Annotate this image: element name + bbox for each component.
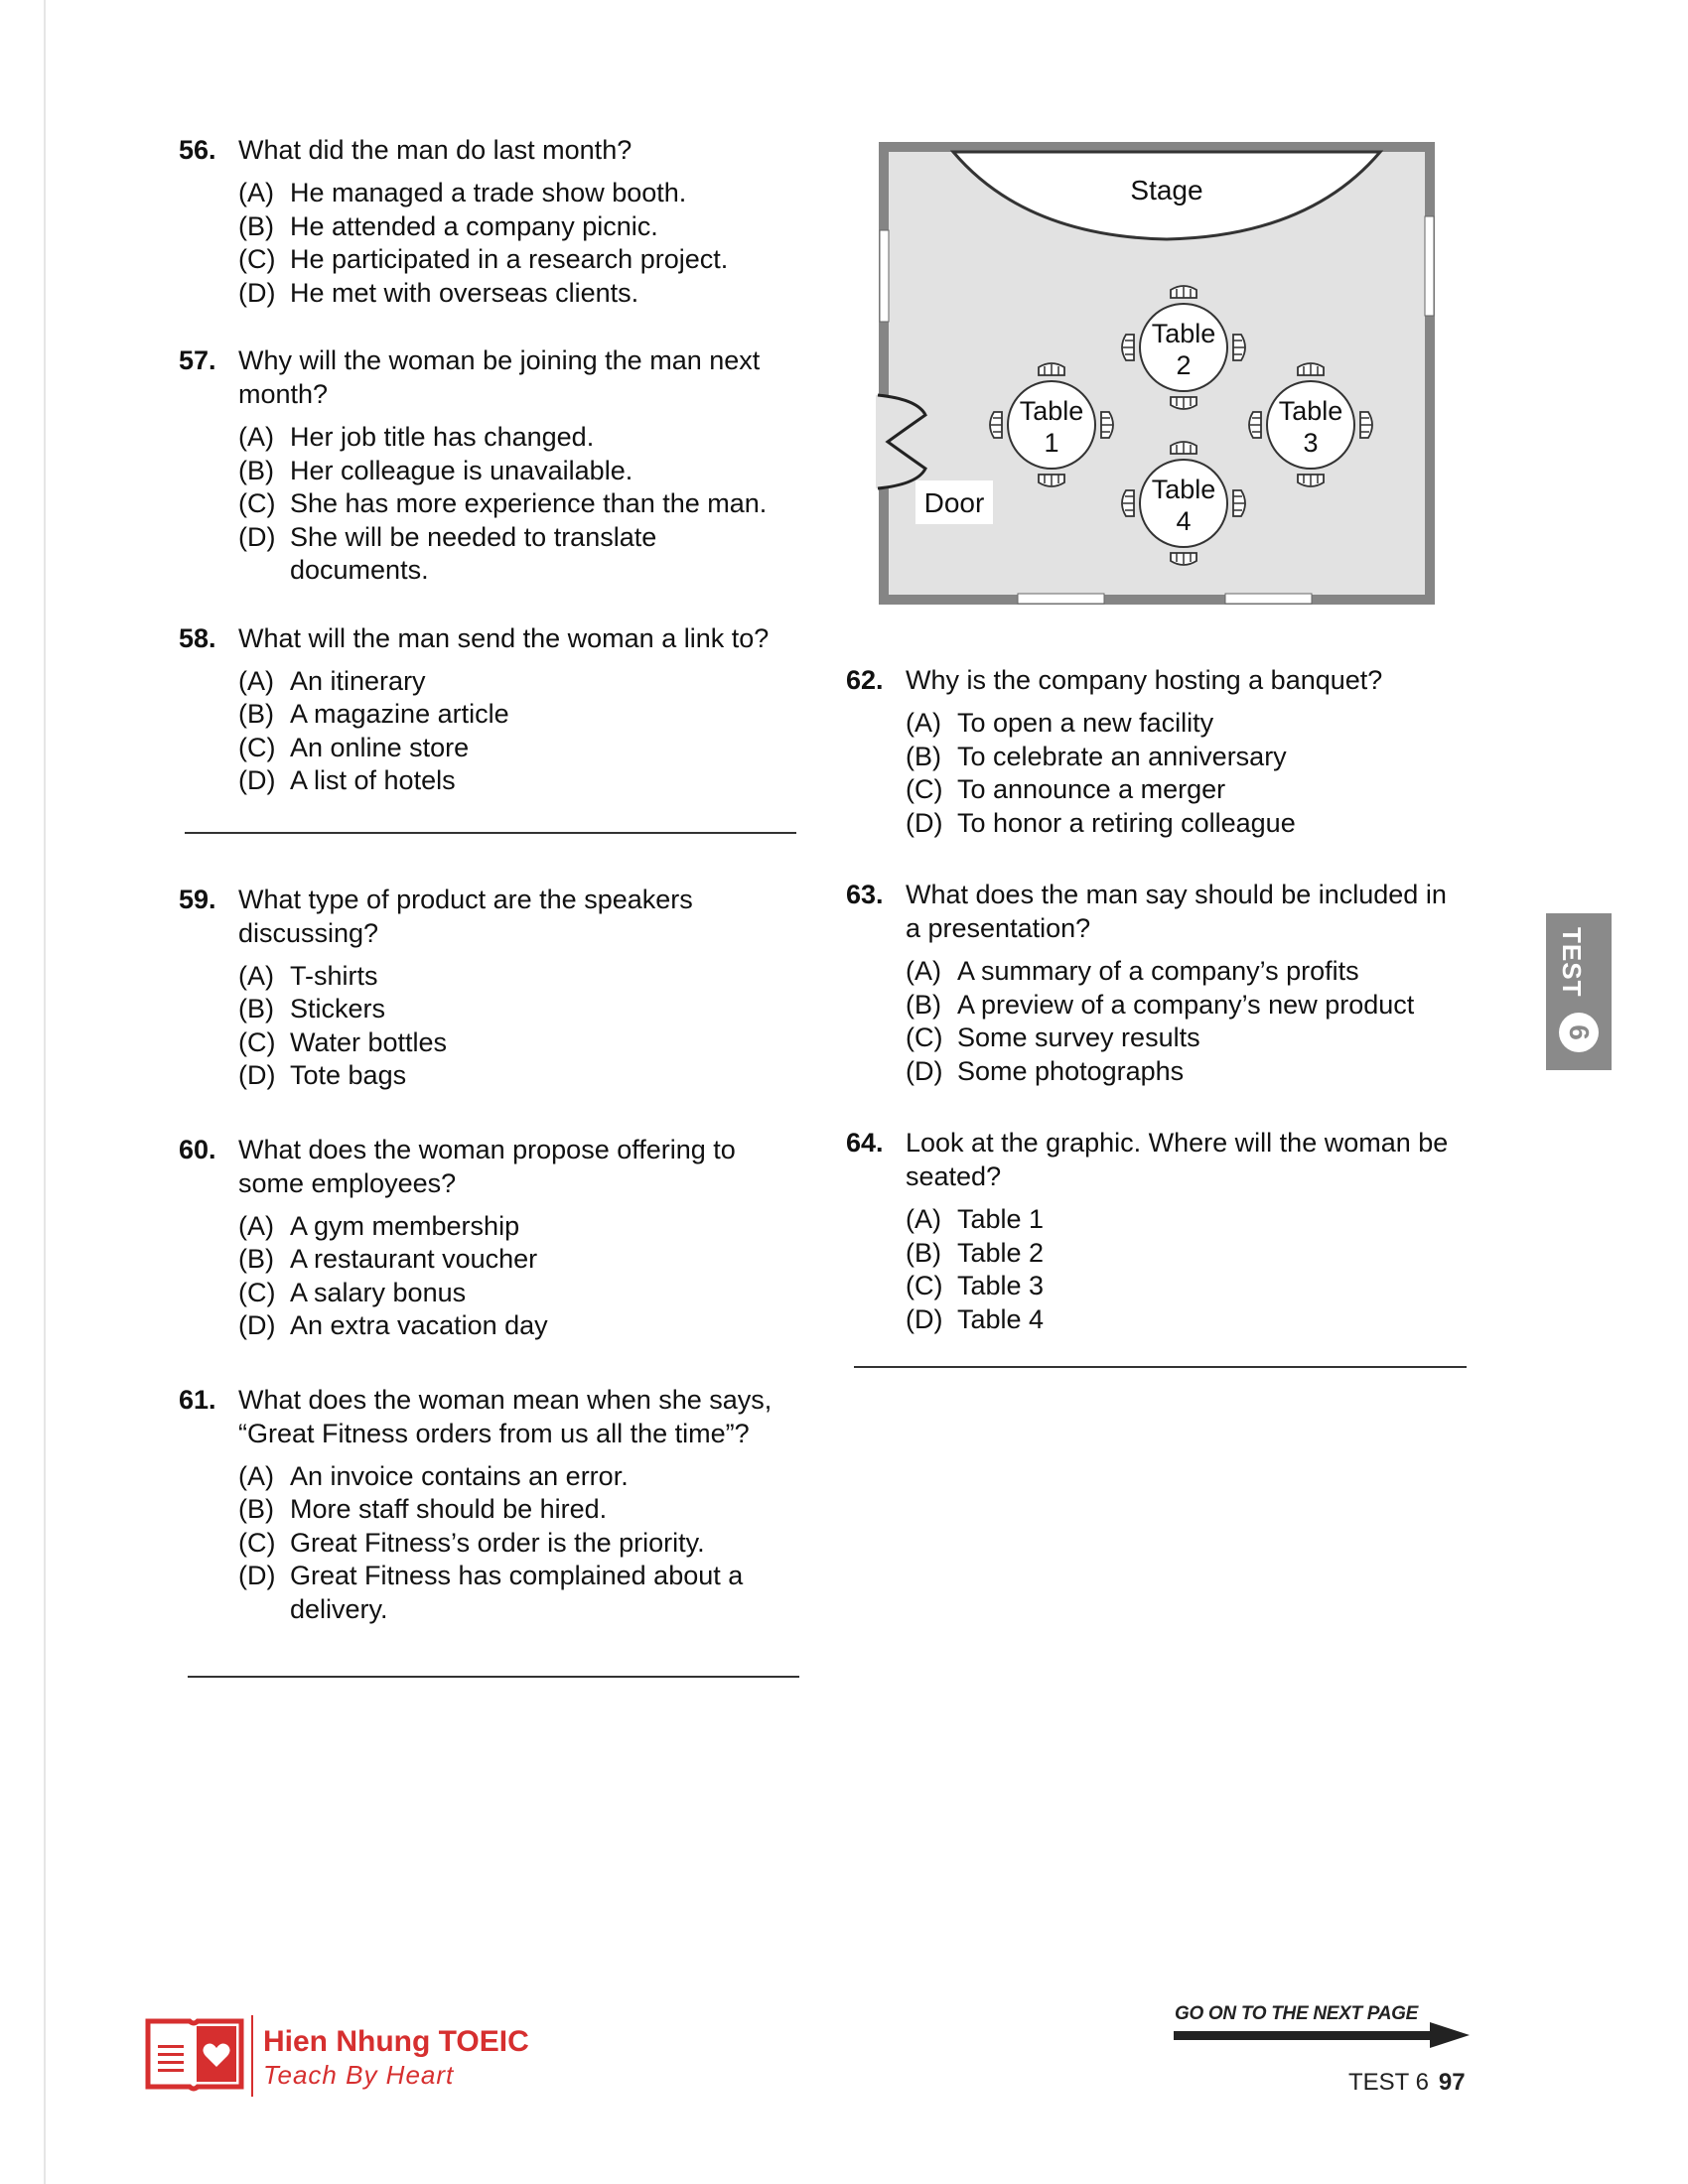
answer-options (238, 1460, 774, 1627)
divider-after-64 (854, 1366, 1467, 1368)
option-letter: (B) (238, 699, 274, 729)
answer-option[interactable] (238, 960, 774, 994)
answer-option[interactable] (238, 421, 774, 455)
answer-option[interactable] (238, 277, 774, 311)
question-stem (179, 1133, 804, 1200)
question-stem (179, 343, 804, 411)
brand-divider (251, 2015, 253, 2097)
option-letter: (C) (238, 488, 276, 518)
side-tab-text: TEST (1557, 927, 1587, 998)
option-letter: (A) (238, 960, 274, 991)
answer-option[interactable] (238, 698, 774, 732)
answer-options (238, 665, 774, 798)
option-text: Her job title has changed. (290, 422, 595, 452)
option-text: To announce a merger (957, 774, 1226, 804)
question-text: Why is the company hosting a banquet? (906, 665, 1383, 695)
answer-options (238, 421, 774, 588)
question-text: What type of product are the speakers discussing? (238, 884, 693, 948)
option-text: Great Fitness has complained about a delivery. (290, 1561, 744, 1624)
question-stem (846, 1126, 1462, 1193)
question-number: 59. (179, 884, 216, 914)
option-letter: (A) (906, 956, 941, 986)
option-text: Tote bags (290, 1060, 407, 1090)
option-letter: (B) (906, 989, 941, 1020)
answer-option[interactable] (238, 177, 774, 210)
question-59 (179, 883, 804, 1093)
table-3-word: Table (1278, 396, 1343, 426)
question-text: What does the woman propose offering to some employees? (238, 1134, 736, 1198)
answer-option[interactable] (238, 1309, 774, 1343)
answer-option[interactable] (238, 1059, 774, 1093)
option-text: Water bottles (290, 1026, 448, 1057)
answer-options (238, 960, 774, 1093)
question-61 (179, 1383, 804, 1627)
left-column (179, 133, 804, 1626)
question-text: What will the man send the woman a link to? (238, 622, 770, 653)
question-62 (846, 663, 1462, 840)
option-letter: (D) (906, 807, 943, 838)
question-text: What did the man do last month? (238, 135, 633, 165)
option-text: He participated in a research project. (290, 244, 729, 274)
question-text: Look at the graphic. Where will the woman be seated? (906, 1128, 1449, 1191)
option-text: An online store (290, 732, 470, 762)
answer-options (906, 955, 1462, 1088)
question-number: 62. (846, 665, 884, 695)
question-64 (846, 1126, 1462, 1336)
option-letter: (D) (906, 1303, 943, 1334)
answer-option[interactable] (906, 1237, 1462, 1271)
side-tab-number: 6 (1559, 1013, 1599, 1052)
answer-option[interactable] (906, 773, 1462, 807)
option-letter: (A) (238, 1460, 274, 1491)
answer-option[interactable] (906, 1055, 1462, 1089)
page-spine (44, 0, 46, 2184)
test-label: TEST 6 (1348, 2069, 1429, 2096)
question-stem (179, 133, 804, 167)
question-number: 57. (179, 345, 216, 375)
option-letter: (D) (238, 1310, 276, 1340)
question-stem (179, 1383, 804, 1450)
option-letter: (D) (906, 1055, 943, 1086)
option-letter: (D) (238, 1561, 276, 1590)
option-text: An invoice contains an error. (290, 1460, 629, 1491)
question-57 (179, 343, 804, 588)
page-number: 97 (1438, 2069, 1466, 2096)
table-3-number: 3 (1303, 428, 1319, 458)
answer-options (238, 177, 774, 310)
option-text: A list of hotels (290, 765, 456, 795)
option-letter: (C) (238, 1527, 276, 1558)
answer-option[interactable] (238, 1277, 774, 1310)
answer-options (906, 1203, 1462, 1336)
option-letter: (D) (238, 1060, 276, 1090)
table-2-number: 2 (1176, 350, 1192, 380)
option-letter: (A) (906, 708, 941, 738)
answer-option[interactable] (238, 1210, 774, 1244)
option-letter: (D) (238, 521, 276, 552)
answer-option[interactable] (238, 993, 774, 1026)
question-text: Why will the woman be joining the man next month? (238, 345, 761, 409)
book-heart-logo-icon (144, 2015, 245, 2095)
option-text: A restaurant voucher (290, 1244, 538, 1274)
option-text: Table 1 (957, 1204, 1045, 1234)
table-4-word: Table (1151, 475, 1216, 504)
question-60 (179, 1133, 804, 1343)
divider-after-61 (188, 1676, 799, 1678)
answer-option[interactable] (238, 1460, 774, 1494)
answer-option[interactable] (238, 1026, 774, 1060)
option-letter: (B) (906, 1237, 941, 1268)
page-footer (1348, 2069, 1466, 2097)
option-text: A salary bonus (290, 1277, 467, 1307)
answer-option[interactable] (906, 807, 1462, 841)
option-letter: (A) (238, 1210, 274, 1241)
question-number: 56. (179, 135, 216, 165)
answer-option[interactable] (238, 1243, 774, 1277)
option-text: A preview of a company’s new product (957, 989, 1415, 1020)
test-side-tab (1546, 913, 1612, 1070)
answer-option[interactable] (238, 1527, 774, 1561)
table-1-word: Table (1019, 396, 1084, 426)
answer-option[interactable] (906, 1203, 1462, 1237)
door-label: Door (923, 487, 985, 518)
option-letter: (A) (906, 1204, 941, 1234)
divider-after-58 (185, 832, 796, 834)
option-text: Some photographs (957, 1055, 1185, 1086)
option-text: A magazine article (290, 699, 509, 729)
answer-option[interactable] (906, 1270, 1462, 1303)
option-text: T-shirts (290, 960, 378, 991)
answer-option[interactable] (906, 955, 1462, 989)
option-text: An extra vacation day (290, 1310, 548, 1340)
option-letter: (B) (238, 1244, 274, 1274)
option-letter: (C) (238, 1277, 276, 1307)
option-text: Table 3 (957, 1271, 1045, 1300)
answer-option[interactable] (238, 455, 774, 488)
option-text: A gym membership (290, 1210, 520, 1241)
option-letter: (B) (238, 994, 274, 1024)
banquet-floor-plan (876, 139, 1438, 608)
answer-option[interactable] (238, 764, 774, 798)
option-text: More staff should be hired. (290, 1494, 608, 1524)
stage-label: Stage (1130, 175, 1203, 205)
option-text: To open a new facility (957, 708, 1214, 738)
option-text: To honor a retiring colleague (957, 807, 1296, 838)
next-page-arrow-icon (1174, 2019, 1472, 2049)
question-stem (846, 663, 1462, 697)
brand-tagline: Teach By Heart (263, 2060, 455, 2090)
answer-option[interactable] (906, 707, 1462, 741)
question-number: 63. (846, 880, 884, 909)
question-number: 60. (179, 1134, 216, 1164)
option-letter: (A) (238, 422, 274, 452)
table-4-number: 4 (1176, 506, 1192, 536)
option-letter: (C) (238, 732, 276, 762)
question-number: 58. (179, 622, 216, 653)
answer-options (906, 707, 1462, 840)
option-letter: (C) (906, 1023, 943, 1052)
answer-option[interactable] (238, 487, 774, 521)
question-text: What does the woman mean when she says, “Great Fitness orders from us all the time”? (238, 1384, 773, 1448)
option-text: She has more experience than the man. (290, 488, 768, 518)
option-letter: (C) (906, 774, 943, 804)
table-1-number: 1 (1044, 428, 1059, 458)
option-text: An itinerary (290, 665, 426, 696)
option-text: Some survey results (957, 1023, 1200, 1052)
option-letter: (B) (906, 741, 941, 771)
answer-option[interactable] (906, 741, 1462, 774)
answer-option[interactable] (906, 1022, 1462, 1055)
answer-option[interactable] (238, 1560, 774, 1626)
question-stem (179, 621, 804, 655)
option-letter: (C) (238, 244, 276, 274)
answer-option[interactable] (238, 521, 774, 588)
option-text: Her colleague is unavailable. (290, 455, 633, 485)
option-text: Stickers (290, 994, 386, 1024)
option-letter: (C) (238, 1026, 276, 1057)
option-text: He met with overseas clients. (290, 277, 639, 308)
answer-option[interactable] (906, 989, 1462, 1023)
answer-option[interactable] (238, 665, 774, 699)
option-text: She will be needed to translate documents. (290, 521, 657, 585)
option-text: Great Fitness’s order is the priority. (290, 1527, 705, 1558)
answer-options (238, 1210, 774, 1343)
option-text: A summary of a company’s profits (957, 956, 1359, 986)
right-column (846, 663, 1462, 1336)
question-56 (179, 133, 804, 310)
option-text: Table 4 (957, 1303, 1045, 1334)
option-letter: (A) (238, 178, 274, 207)
answer-option[interactable] (238, 243, 774, 277)
answer-option[interactable] (238, 1493, 774, 1527)
option-letter: (A) (238, 665, 274, 696)
question-text: What does the man say should be included in a presentation? (906, 880, 1447, 943)
answer-option[interactable] (238, 210, 774, 244)
option-text: He attended a company picnic. (290, 210, 658, 241)
option-letter: (B) (238, 1494, 274, 1524)
option-text: To celebrate an anniversary (957, 741, 1287, 771)
question-stem (846, 878, 1462, 945)
question-number: 64. (846, 1128, 884, 1158)
brand-name: Hien Nhung TOEIC (263, 2025, 529, 2058)
option-letter: (B) (238, 210, 274, 241)
question-number: 61. (179, 1384, 216, 1415)
option-letter: (D) (238, 765, 276, 795)
table-2-word: Table (1151, 319, 1216, 348)
option-letter: (C) (906, 1271, 943, 1300)
question-58 (179, 621, 804, 798)
question-stem (179, 883, 804, 950)
question-63 (846, 878, 1462, 1088)
option-letter: (D) (238, 277, 276, 308)
answer-option[interactable] (238, 732, 774, 765)
option-text: He managed a trade show booth. (290, 178, 687, 207)
answer-option[interactable] (906, 1303, 1462, 1337)
option-letter: (B) (238, 455, 274, 485)
option-text: Table 2 (957, 1237, 1045, 1268)
next-page-label: GO ON TO THE NEXT PAGE (1175, 2003, 1419, 2024)
